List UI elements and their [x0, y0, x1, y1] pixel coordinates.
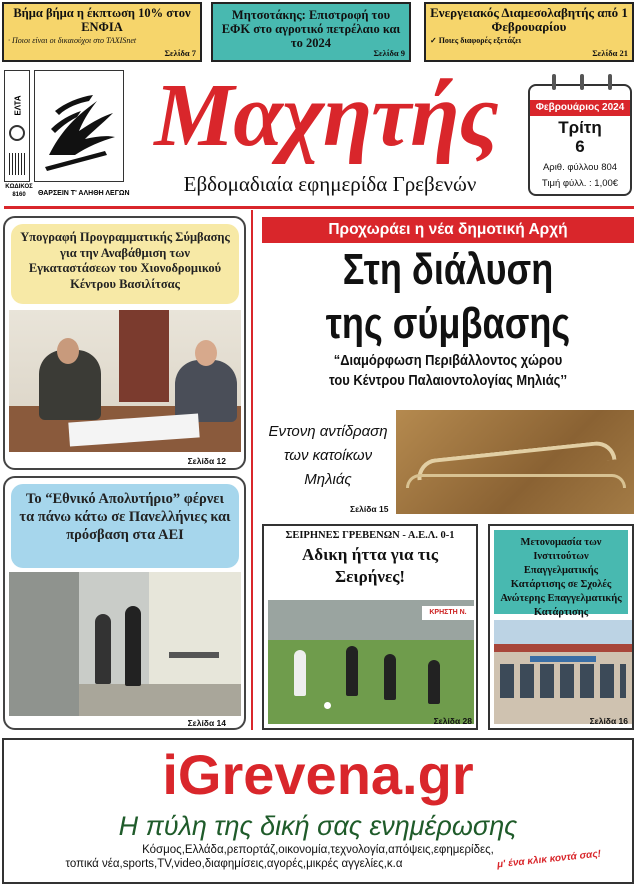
photo-desk	[169, 652, 219, 658]
story-page: Σελίδα 14	[187, 718, 226, 728]
story-page: Σελίδα 12	[187, 456, 226, 466]
ad-tagline: Η πύλη της δική σας ενημέρωσης	[118, 811, 518, 841]
signing-photo	[9, 310, 241, 452]
teaser-subtitle: · Ποιοι είναι οι δικαιούχοι στο TAXISnet	[8, 36, 137, 45]
person-student-2	[95, 614, 111, 684]
igrevena-ad[interactable]	[2, 738, 634, 884]
code-label: ΚΩΔΙΚΟΣ	[5, 184, 33, 190]
story-headline-bubble	[11, 484, 239, 568]
sports-card[interactable]	[262, 524, 478, 730]
sports-page: Σελίδα 28	[433, 716, 472, 726]
kicker-text: Προχωράει η νέα δημοτική Αρχή	[328, 221, 568, 238]
player-1	[294, 650, 306, 696]
teaser-title: Ενεργειακός Διαμεσολαβητής από 1 Φεβρουαρίου	[430, 5, 628, 34]
teaser-energy[interactable]	[424, 2, 634, 62]
main-subheadline-1: “Διαμόρφωση Περιβάλλοντος χώρου	[333, 352, 563, 369]
elta-stamp	[4, 70, 30, 182]
barcode-icon	[9, 153, 25, 175]
issue-month: Φεβρουάριος 2024	[530, 100, 630, 116]
photo-corridor-left	[9, 572, 79, 716]
sports-kicker: ΣΕΙΡΗΝΕΣ ΓΡΕΒΕΝΩΝ - Α.Ε.Λ. 0-1	[285, 530, 455, 541]
elta-label: ΕΛΤΑ	[13, 95, 23, 116]
newspaper-subtitle: Εβδομαδιαία εφημερίδα Γρεβενών	[183, 172, 477, 196]
main-story-page: Σελίδα 15	[350, 504, 389, 514]
main-headline-line-2: της σύμβασης	[325, 299, 571, 348]
teaser-subtitle: ✓ Ποιες διαφορές εξετάζει	[430, 36, 522, 45]
institutes-headline: Μετονομασία των Ινστιτούτων Επαγγελματικής Κατάρτισης σε Σχολές Ανώτερης Επαγγελματικής Κατάρτισης	[500, 537, 622, 618]
story-headline: Υπογραφή Προγραμματικής Σύμβασης για την Αναβάθμιση των Εγκαταστάσεων του Χιονοδρομικού Κέντρου Βασιλίτσας	[20, 230, 230, 291]
teaser-enfia[interactable]	[2, 2, 202, 62]
column-divider	[251, 210, 253, 730]
person-right	[175, 360, 237, 422]
ball-icon	[324, 702, 331, 709]
note-line-1: Εντονη αντίδραση	[268, 423, 388, 440]
calendar-ring-icon	[608, 74, 612, 90]
masthead	[0, 66, 636, 206]
main-subheadline-2: του Κέντρου Παλαιοντολογίας Μηλιάς’’	[328, 372, 568, 389]
issue-number: Αριθ. φύλλου 804	[542, 162, 618, 173]
person-left-head	[57, 338, 79, 364]
building-sign	[530, 656, 596, 662]
player-2	[346, 646, 358, 696]
reaction-note	[258, 420, 398, 492]
ad-brand: iGrevena.gr	[162, 743, 474, 806]
building-roof	[494, 644, 632, 652]
calendar-ring-icon	[580, 74, 584, 90]
teaser-page: Σελίδα 9	[373, 48, 405, 58]
player-3	[384, 654, 396, 700]
teaser-page: Σελίδα 21	[592, 48, 628, 58]
hermes-figure-icon	[35, 71, 123, 181]
photo-floor	[79, 684, 241, 716]
story-headline-bubble	[11, 224, 239, 304]
building-photo	[494, 620, 632, 724]
teaser-page: Σελίδα 7	[164, 48, 196, 58]
main-headline-line-1: Στη διάλυση	[342, 245, 554, 294]
sports-headline: Αδικη ήττα για τις Σειρήνες!	[301, 545, 439, 586]
code-value: 8160	[12, 192, 26, 198]
teaser-title: Βήμα βήμα η έκπτωση 10% στον ΕΝΦΙΑ	[13, 6, 191, 34]
hermes-logo	[34, 70, 124, 182]
teaser-title: Μητσοτάκης: Επιστροφή του ΕΦΚ στο αγροτικό πετρέλαιο και το 2024	[221, 8, 401, 50]
building-windows	[500, 664, 626, 698]
institutes-headline-box	[494, 530, 628, 618]
header-rule	[4, 206, 634, 209]
issue-weekday: Τρίτη	[558, 118, 602, 137]
person-student	[125, 606, 141, 686]
note-line-2: των κατοίκων	[283, 447, 373, 464]
main-story-kicker	[262, 217, 634, 243]
issue-day: 6	[575, 137, 585, 156]
ad-slogan: μ' ένα κλικ κοντά σας!	[496, 848, 602, 871]
calendar-ring-icon	[552, 74, 556, 90]
story-card-apolytirio[interactable]	[3, 476, 246, 730]
photo-wall	[119, 310, 169, 402]
football-photo	[268, 600, 474, 724]
elta-seal-icon	[9, 125, 25, 141]
note-line-3: Μηλιάς	[304, 471, 352, 488]
fossil-tusk-2	[406, 474, 626, 488]
fossil-photo	[396, 410, 634, 514]
issue-price: Τιμή φύλλ. : 1,00€	[541, 178, 619, 189]
banner-text: ΚΡΗΣΤΗ Ν.	[429, 609, 467, 616]
newspaper-title: Μαχητής	[154, 66, 498, 165]
issue-calendar	[528, 84, 632, 196]
player-4	[428, 660, 440, 704]
teaser-efk[interactable]	[211, 2, 411, 62]
institutes-card[interactable]	[488, 524, 634, 730]
story-headline: Το “Εθνικό Απολυτήριο” φέρνει τα πάνω κάτω σε Πανελλήνιες και πρόσβαση στα ΑΕΙ	[19, 491, 231, 543]
ad-keywords-2: τοπικά νέα,sports,TV,video,διαφημίσεις,αγορές,μικρές αγγελίες,κ.α	[65, 858, 403, 870]
story-card-vasilitsa[interactable]	[3, 216, 246, 470]
motto: ΘΑΡΣΕΙΝ Τ' ΑΛΗΘΗ ΛΕΓΩΝ	[38, 190, 130, 197]
school-photo	[9, 572, 241, 716]
person-right-head	[195, 340, 217, 366]
institutes-page: Σελίδα 16	[589, 716, 628, 726]
ad-banner	[422, 606, 474, 620]
ad-keywords-1: Κόσμος,Ελλάδα,ρεπορτάζ,οικονομία,τεχνολογία,απόψεις,εφημερίδες,	[142, 844, 494, 856]
